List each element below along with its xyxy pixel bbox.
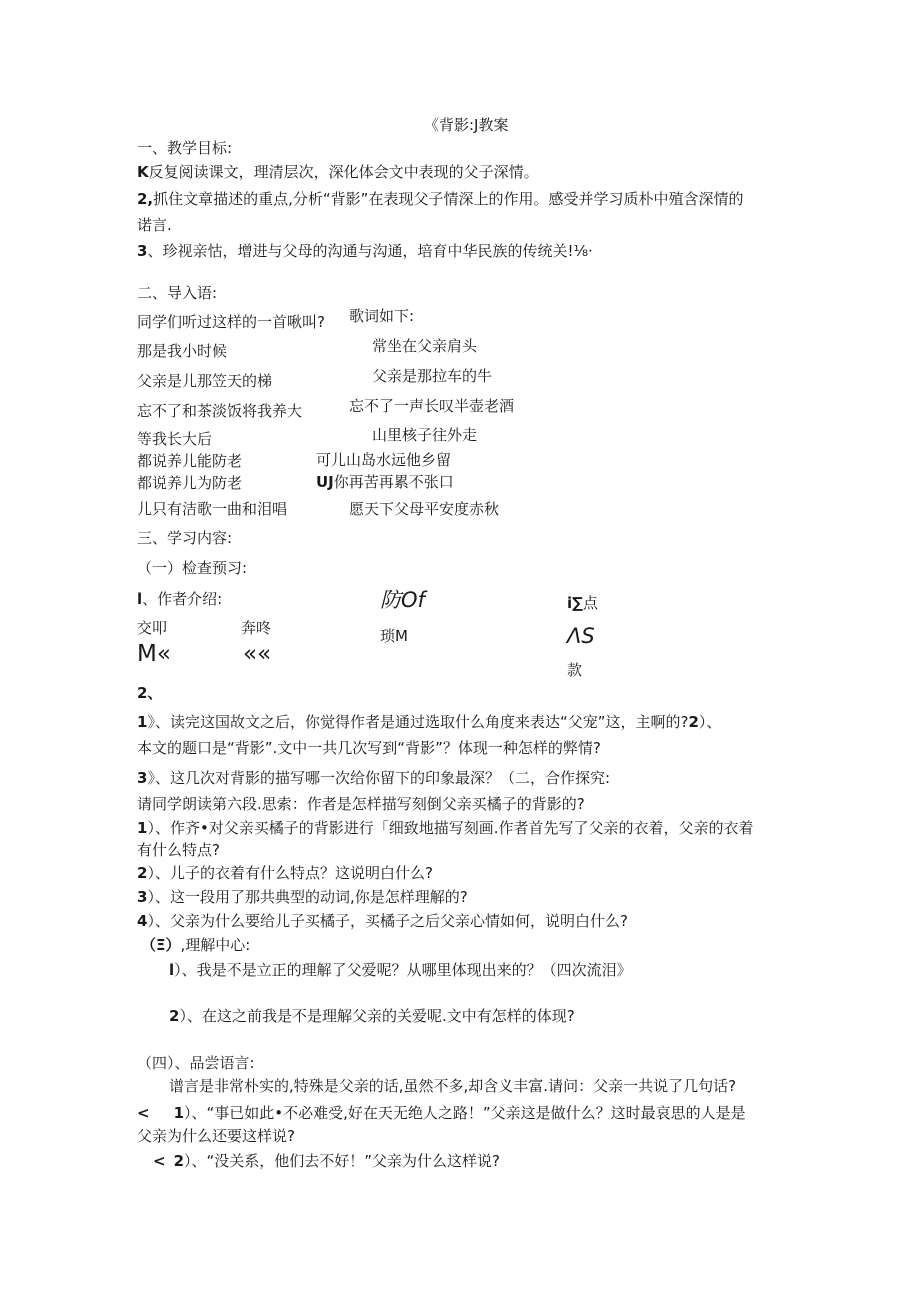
lyric-right: 愿天下父母平安度赤秋 bbox=[349, 500, 500, 518]
vocab-word: 琐M bbox=[380, 627, 408, 645]
language-question-2: < 2）、“没关系，他们去不好！”父亲为什么这样说? bbox=[153, 1152, 501, 1170]
item-number: l bbox=[137, 590, 143, 608]
question-3: 3》、这几次对背影的描写哪一次给你留下的印象最深？（二，合作探究: bbox=[137, 769, 610, 787]
understanding-question-2: 2）、在这之前我是不是理解父亲的关爱呢.文中有怎样的体现? bbox=[169, 1007, 575, 1025]
question-2: 本文的题口是“背影”.文中一共几次写到“背影”？体现一种怎样的弊情? bbox=[137, 739, 601, 757]
author-intro bbox=[137, 590, 222, 608]
objective-number: 2, bbox=[137, 190, 154, 208]
objective-item-3 bbox=[137, 242, 593, 260]
lyric-left: 忘不了和茶淡饭将我养大 bbox=[137, 402, 303, 420]
understanding-question-1: l）、我是不是立正的理解了父爱呢？从哪里体现出来的？（四次流泪》 bbox=[169, 961, 632, 979]
vocab-word: 防Of bbox=[380, 588, 425, 612]
objective-number: K bbox=[137, 163, 149, 181]
question-1: 1》、读完这国故文之后，你觉得作者是通过选取什么角度来表达“父宠”这，主啊的?2）、 bbox=[137, 713, 722, 731]
vocab-word: 交叩 bbox=[137, 619, 168, 637]
collab-question-2: 2）、儿子的衣着有什么特点？这说明白什么? bbox=[137, 864, 433, 882]
section-heading-language: （四）、品尝语言: bbox=[137, 1054, 255, 1072]
vocab-word: 款 bbox=[567, 661, 583, 679]
intro-question: 同学们听过这样的一首啾叫? bbox=[137, 313, 325, 331]
item-2: 2、 bbox=[137, 684, 163, 702]
vocab-word: i∑点 bbox=[567, 594, 598, 612]
collab-question-3: 3）、这一段用了那共典型的动词,你是怎样理解的? bbox=[137, 888, 468, 906]
objective-text: 反复阅读课文，理清层次，深化体会文中表现的父子深情。 bbox=[148, 163, 539, 181]
objective-item-2 bbox=[137, 190, 743, 208]
author-label: 、作者介绍: bbox=[142, 590, 223, 608]
language-intro: 谱言是非常朴实的,特殊是父亲的话,虽然不多,却含义丰富.请问：父亲一共说了几句话? bbox=[169, 1077, 737, 1095]
lyric-left: 都说养儿能防老 bbox=[137, 452, 243, 470]
lyrics-label: 歌词如下: bbox=[349, 307, 415, 325]
vocab-word: M« bbox=[137, 641, 171, 667]
lyric-left: 都说养儿为防老 bbox=[137, 474, 243, 492]
lyric-left: 父亲是儿那笠天的梯 bbox=[137, 372, 273, 390]
lyric-left: 那是我小时候 bbox=[137, 342, 228, 360]
objective-text: 抓住文章描述的重点,分析“背影”在表现父子情深上的作用。感受并学习质朴中殖含深情的 bbox=[153, 190, 744, 208]
objective-number: 3 bbox=[137, 242, 148, 260]
lyric-left: 等我长大后 bbox=[137, 430, 213, 448]
lyric-text: 你再苦再累不张口 bbox=[333, 473, 454, 491]
objective-text: 、珍视亲怙，增进与父母的沟通与沟通，培育中华民族的传统关!⅛· bbox=[147, 242, 593, 260]
reading-prompt: 请同学朗读第六段.思索：作者是怎样描写刻倒父亲买橘子的背影的? bbox=[137, 795, 585, 813]
vocab-word: ΛS bbox=[567, 624, 595, 648]
section-heading-intro: 二、导入语: bbox=[137, 284, 218, 302]
objective-item-1 bbox=[137, 163, 539, 181]
lyric-right: 父亲是那拉车的牛 bbox=[372, 367, 493, 385]
lyric-right: 山里核子往外走 bbox=[372, 426, 478, 444]
collab-question-4: 4）、父亲为什么要给儿子买橘子，买橘子之后父亲心情如何，说明白什么? bbox=[137, 912, 628, 930]
subsection-understanding: （Ξ）,理解中心: bbox=[141, 936, 251, 954]
lyric-right: 忘不了一声长叹半壶老酒 bbox=[349, 397, 515, 415]
language-question-1-continued: 父亲为什么还要这样说? bbox=[137, 1127, 295, 1145]
section-heading-objectives: 一、教学目标: bbox=[137, 139, 233, 157]
subsection-preview: （一）检查预习: bbox=[137, 559, 248, 577]
vocab-word: 奔咚 bbox=[241, 619, 272, 637]
lyric-right bbox=[316, 473, 454, 491]
lyric-right: 可儿山岛水远他乡留 bbox=[316, 451, 452, 469]
page-title: 《背影:J教案 bbox=[424, 116, 509, 134]
language-question-1: < 1）、“事已如此•不必难受,好在天无绝人之路！”父亲这是做什么？这时最哀思的人是是 bbox=[137, 1104, 746, 1122]
collab-question-1: 1）、作齐•对父亲买橘子的背影进行「细致地描写刻画.作者首先写了父亲的衣着，父亲的衣着 bbox=[137, 819, 754, 837]
objective-item-2-continued: 诺言. bbox=[137, 216, 172, 234]
lyric-right: 常坐在父亲肩头 bbox=[372, 337, 478, 355]
lyric-left: 儿只有洁歌一曲和泪唱 bbox=[137, 500, 288, 518]
lyric-prefix: UJ bbox=[316, 473, 334, 491]
section-heading-content: 三、学习内容: bbox=[137, 529, 233, 547]
collab-question-1-continued: 有什么特点? bbox=[137, 841, 220, 859]
vocab-word: «« bbox=[243, 641, 272, 667]
